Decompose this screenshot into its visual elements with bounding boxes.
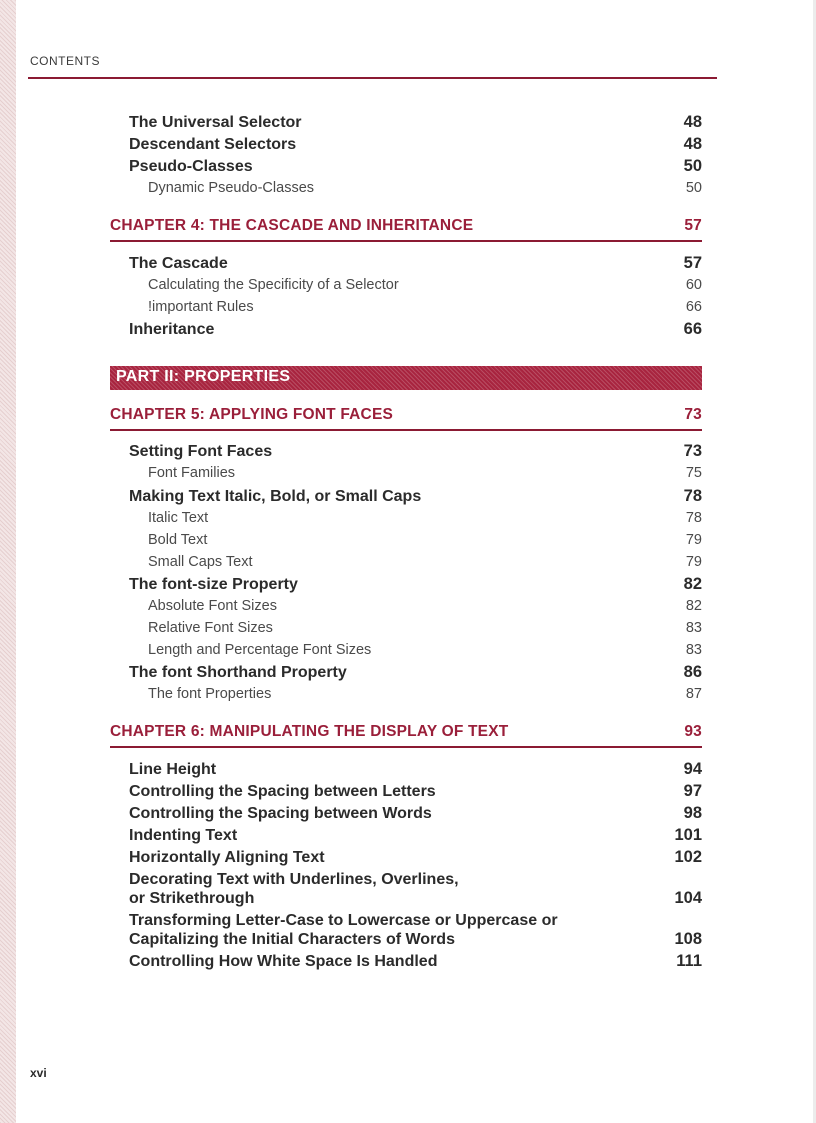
header-rule: [28, 77, 717, 79]
toc-subentry[interactable]: [148, 598, 702, 614]
toc-subentry[interactable]: [148, 554, 702, 570]
toc-subentry-page: 83: [685, 642, 702, 658]
toc-entry-page: 97: [683, 782, 702, 800]
toc-entry[interactable]: [129, 848, 702, 867]
chapter-page: 57: [684, 217, 702, 234]
toc-entry[interactable]: [129, 575, 702, 594]
toc-entry-title: The Universal Selector: [129, 114, 302, 131]
toc-entry-title: [129, 911, 558, 949]
toc-entry-title: Indenting Text: [129, 827, 238, 844]
toc-entry-page: 102: [674, 848, 702, 866]
toc-subentry-page: 83: [685, 620, 702, 636]
toc-entry[interactable]: [129, 826, 702, 845]
toc-subentry-page: 50: [685, 180, 702, 196]
toc-entry-page: 104: [674, 889, 702, 907]
toc-entry[interactable]: [129, 804, 702, 823]
toc-entry-page: 86: [683, 663, 702, 681]
toc-subentry-title: Absolute Font Sizes: [148, 598, 277, 614]
toc-entry-page: 66: [683, 320, 702, 338]
toc-subentry[interactable]: [148, 642, 702, 658]
toc-subentry-page: 78: [685, 510, 702, 526]
toc-entry-title: Pseudo-Classes: [129, 158, 253, 175]
toc-subentry[interactable]: [148, 180, 702, 196]
toc-subentry[interactable]: [148, 510, 702, 526]
toc-subentry-title: Small Caps Text: [148, 554, 253, 570]
toc-entry-title: Controlling the Spacing between Words: [129, 805, 432, 822]
toc-entry[interactable]: [129, 135, 702, 154]
chapter-title: CHAPTER 5: APPLYING FONT FACES: [110, 406, 394, 423]
toc-subentry[interactable]: [148, 532, 702, 548]
chapter-heading-4[interactable]: [110, 217, 702, 235]
toc-entry-title: Making Text Italic, Bold, or Small Caps: [129, 488, 422, 505]
toc-subentry-page: 79: [685, 532, 702, 548]
toc-entry-title: Inheritance: [129, 321, 215, 338]
toc-subentry-title: Relative Font Sizes: [148, 620, 273, 636]
toc-entry[interactable]: [129, 911, 702, 949]
toc-subentry-title: Bold Text: [148, 532, 208, 548]
toc-entry[interactable]: [129, 157, 702, 176]
toc-entry[interactable]: [129, 870, 702, 908]
toc-entry[interactable]: [129, 113, 702, 132]
toc-entry-title: [129, 870, 459, 908]
toc-entry-title-line: Decorating Text with Underlines, Overlines,: [129, 871, 459, 888]
toc-entry-title-line: Capitalizing the Initial Characters of Words: [129, 931, 455, 948]
chapter-rule: [110, 429, 702, 431]
toc-entry-title: Line Height: [129, 761, 217, 778]
toc-entry-title: The Cascade: [129, 255, 228, 272]
toc-entry-title: Controlling the Spacing between Letters: [129, 783, 436, 800]
toc-entry-page: 78: [683, 487, 702, 505]
running-head: CONTENTS: [30, 54, 100, 68]
chapter-title: CHAPTER 4: THE CASCADE AND INHERITANCE: [110, 217, 474, 234]
toc-entry[interactable]: [129, 320, 702, 339]
page-number: xvi: [30, 1066, 47, 1080]
toc-entry-page: 48: [683, 135, 702, 153]
toc-entry-page: 94: [683, 760, 702, 778]
toc-entry-title: The font Shorthand Property: [129, 664, 347, 681]
toc-entry[interactable]: [129, 760, 702, 779]
part-title: PART II: PROPERTIES: [116, 368, 291, 385]
toc-subentry[interactable]: [148, 465, 702, 481]
toc-entry-title: Setting Font Faces: [129, 443, 273, 460]
toc-entry-page: 98: [683, 804, 702, 822]
toc-entry[interactable]: [129, 663, 702, 682]
toc-subentry-page: 79: [685, 554, 702, 570]
toc-entry-page: 101: [674, 826, 702, 844]
toc-entry-page: 82: [683, 575, 702, 593]
toc-entry[interactable]: [129, 442, 702, 461]
toc-subentry-title: The font Properties: [148, 686, 272, 702]
chapter-heading-6[interactable]: [110, 723, 702, 741]
toc-subentry-page: 82: [685, 598, 702, 614]
toc-entry-page: 57: [683, 254, 702, 272]
toc-subentry[interactable]: [148, 686, 702, 702]
toc-entry-page: 48: [683, 113, 702, 131]
toc-entry-title: Horizontally Aligning Text: [129, 849, 325, 866]
chapter-page: 93: [684, 723, 702, 740]
toc-entry-title: Controlling How White Space Is Handled: [129, 953, 438, 970]
part-banner[interactable]: [110, 366, 702, 390]
toc-entry-page: 108: [674, 930, 702, 948]
toc-entry-page: 111: [676, 952, 702, 970]
toc-entry-page: 50: [683, 157, 702, 175]
chapter-title: CHAPTER 6: MANIPULATING THE DISPLAY OF TEXT: [110, 723, 509, 740]
toc-subentry[interactable]: [148, 620, 702, 636]
toc-entry-page: 73: [683, 442, 702, 460]
toc-subentry-title: Italic Text: [148, 510, 209, 526]
chapter-rule: [110, 746, 702, 748]
chapter-rule: [110, 240, 702, 242]
toc-subentry-page: 75: [685, 465, 702, 481]
toc-entry-title: Descendant Selectors: [129, 136, 297, 153]
toc-entry[interactable]: [129, 782, 702, 801]
toc-subentry[interactable]: [148, 299, 702, 315]
toc-subentry-title: Font Families: [148, 465, 236, 481]
toc-entry-title-line: or Strikethrough: [129, 890, 255, 907]
toc-entry[interactable]: [129, 487, 702, 506]
toc-entry-title: The font-size Property: [129, 576, 298, 593]
toc-subentry[interactable]: [148, 277, 702, 293]
toc-subentry-title: Calculating the Specificity of a Selector: [148, 277, 399, 293]
toc-entry[interactable]: [129, 952, 702, 971]
toc-entry-title-line: Transforming Letter-Case to Lowercase or Uppercase or: [129, 912, 558, 929]
toc-subentry-title: !important Rules: [148, 299, 254, 315]
toc-subentry-title: Dynamic Pseudo-Classes: [148, 180, 315, 196]
toc-subentry-page: 87: [685, 686, 702, 702]
toc-subentry-page: 60: [685, 277, 702, 293]
toc-subentry-title: Length and Percentage Font Sizes: [148, 642, 372, 658]
page-spine-margin: [0, 0, 16, 1123]
chapter-page: 73: [684, 406, 702, 423]
chapter-heading-5[interactable]: [110, 406, 702, 424]
toc-subentry-page: 66: [685, 299, 702, 315]
toc-entry[interactable]: [129, 254, 702, 273]
